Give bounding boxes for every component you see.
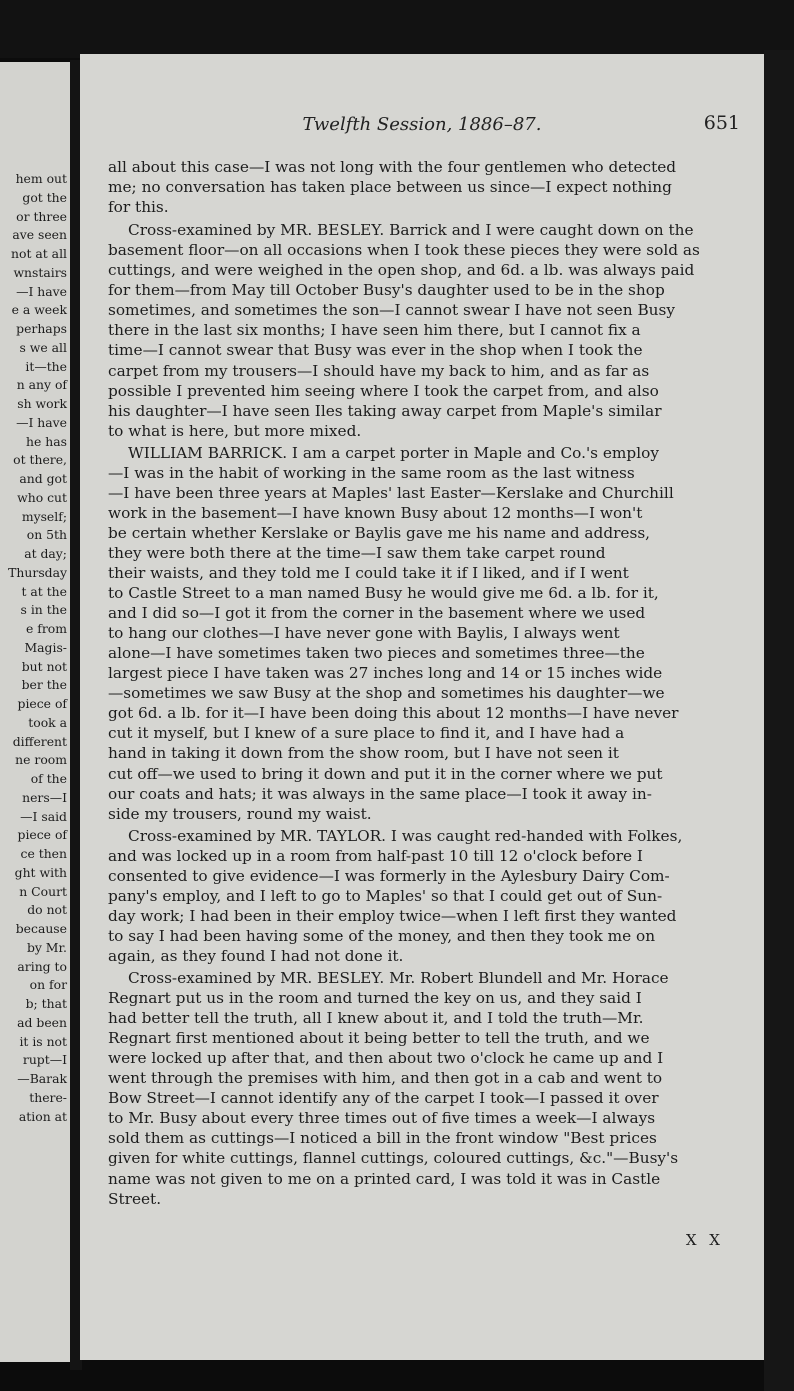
facing-page-line: took a (28, 714, 67, 730)
signature-mark: X X (685, 1231, 724, 1249)
facing-page-line: he has (26, 433, 67, 449)
facing-page-line: —Barak (17, 1071, 67, 1086)
text-line: cut it myself, but I knew of a sure place to find it, and I have had a (108, 724, 625, 743)
text-line: largest piece I have taken was 27 inches long and 14 or 15 inches wide (108, 664, 663, 683)
text-line: and was locked up in a room from half-past 10 till 12 o'clock before I (108, 846, 643, 865)
facing-page-line: b; that (25, 996, 67, 1011)
facing-page-line: of the (30, 771, 67, 786)
facing-page-line: there- (29, 1089, 67, 1105)
text-line: Cross-examined by MR. TAYLOR. I was caught red-handed with Folkes, (128, 826, 683, 845)
document-page (80, 54, 764, 1360)
facing-page-line: but not (21, 658, 67, 674)
facing-page-line: ad been (17, 1014, 67, 1030)
text-line: to hang our clothes—I have never gone with Baylis, I always went (108, 624, 620, 643)
text-line: side my trousers, round my waist. (108, 804, 372, 823)
text-line: were locked up after that, and then about two o'clock he came up and I (108, 1049, 664, 1068)
text-line: to what is here, but more mixed. (108, 421, 362, 440)
facing-page-line: wnstairs (13, 264, 67, 280)
facing-page-line: who cut (17, 489, 67, 505)
facing-page-line: piece of (17, 696, 67, 711)
text-line: sometimes, and sometimes the son—I cannot swear I have not seen Busy (108, 301, 676, 320)
scan-right-border (764, 50, 794, 1391)
text-line: Street. (108, 1189, 162, 1208)
facing-page-line: aring to (17, 958, 67, 974)
text-line: for them—from May till October Busy's daughter used to be in the shop (108, 281, 665, 300)
facing-page-line: Thursday (8, 564, 67, 580)
facing-page-line: and got (19, 471, 67, 486)
facing-page-line: e from (26, 621, 67, 636)
page-number: 651 (703, 112, 740, 134)
text-line: —I have been three years at Maples' last Easter—Kerslake and Churchill (108, 483, 674, 502)
facing-page-line: Magis- (24, 639, 67, 655)
text-line: they were both there at the time—I saw them take carpet round (108, 543, 606, 562)
text-line: all about this case—I was not long with the four gentlemen who detected (108, 158, 677, 176)
text-line: for this. (108, 198, 169, 217)
text-line: went through the premises with him, and then got in a cab and went to (108, 1069, 663, 1088)
facing-page-line: do not (27, 902, 67, 918)
text-line: sold them as cuttings—I noticed a bill in the front window "Best prices (108, 1129, 657, 1148)
text-line: —I was in the habit of working in the same room as the last witness (108, 463, 635, 482)
text-line: to say I had been having some of the money, and then they took me on (108, 926, 656, 945)
facing-page-line: hem out (15, 171, 67, 186)
text-line: basement floor—on all occasions when I took these pieces they were sold as (108, 241, 700, 260)
text-line: there in the last six months; I have seen him there, but I cannot fix a (108, 321, 641, 340)
text-line: Regnart put us in the room and turned the key on us, and they said I (108, 989, 642, 1008)
facing-page-line: ners—I (22, 789, 67, 805)
facing-page-line: —I have (16, 414, 67, 430)
facing-page-line: ght with (14, 864, 67, 880)
text-line: again, as they found I had not done it. (108, 946, 404, 965)
facing-page-line: rupt—I (22, 1052, 67, 1068)
text-line: name was not given to me on a printed card, I was told it was in Castle (108, 1169, 661, 1188)
facing-page-line: sh work (17, 396, 67, 411)
facing-page-line: piece of (17, 827, 67, 843)
facing-page-line: ber the (21, 677, 67, 693)
facing-page-line: ce then (20, 846, 67, 861)
text-line: —sometimes we saw Busy at the shop and sometimes his daughter—we (108, 684, 665, 703)
text-line: be certain whether Kerslake or Baylis gave me his name and address, (108, 523, 651, 542)
text-line: to Castle Street to a man named Busy he would give me 6d. a lb. for it, (108, 584, 659, 603)
facing-page-line: myself; (21, 508, 67, 524)
text-line: WILLIAM BARRICK. I am a carpet porter in Maple and Co.'s employ (128, 443, 659, 462)
facing-page-line: because (15, 921, 67, 936)
text-line: given for white cuttings, flannel cuttings, coloured cuttings, &c."—Busy's (108, 1149, 679, 1168)
text-line: hand in taking it down from the show room, but I have not seen it (108, 744, 619, 763)
text-line: his daughter—I have seen Iles taking away carpet from Maple's similar (108, 401, 662, 420)
facing-page-line: t at the (21, 583, 67, 599)
text-line: cut off—we used to bring it down and put it in the corner where we put (108, 764, 663, 783)
text-line: had better tell the truth, all I knew about it, and I told the truth—Mr. (108, 1009, 644, 1028)
text-line: Cross-examined by MR. BESLEY. Barrick and I were caught down on the (128, 221, 694, 240)
facing-page-line: ne room (15, 752, 67, 768)
facing-page-line: s we all (19, 339, 67, 355)
facing-page-line: n Court (19, 883, 67, 899)
facing-page-line: not at all (11, 246, 67, 261)
text-line: to Mr. Busy about every three times out of five times a week—I always (108, 1109, 656, 1128)
testimony-body (80, 54, 764, 1360)
text-line: Regnart first mentioned about it being better to tell the truth, and we (108, 1029, 650, 1048)
facing-page-line: at day; (24, 546, 67, 561)
facing-page-line: s in the (20, 602, 67, 618)
text-line: pany's employ, and I left to go to Maples' so that I could get out of Sun- (108, 886, 663, 905)
facing-page-line: got the (22, 189, 67, 205)
facing-page-line: on for (29, 977, 67, 993)
facing-page-line: n any of (16, 377, 67, 393)
text-line: time—I cannot swear that Busy was ever in the shop when I took the (108, 341, 643, 360)
text-line: Bow Street—I cannot identify any of the carpet I took—I passed it over (108, 1089, 659, 1108)
running-head: Twelfth Session, 1886–87. (302, 114, 542, 135)
facing-page-line: ot there, (13, 452, 67, 468)
text-line: alone—I have sometimes taken two pieces and sometimes three—the (108, 644, 645, 663)
text-line: and I did so—I got it from the corner in the basement where we used (108, 604, 646, 623)
facing-page-line: it is not (19, 1033, 67, 1049)
facing-page-line: —I said (20, 808, 67, 824)
facing-page-fragment (0, 62, 70, 1362)
text-line: cuttings, and were weighed in the open shop, and 6d. a lb. was always paid (108, 261, 695, 280)
text-line: Cross-examined by MR. BESLEY. Mr. Robert Blundell and Mr. Horace (128, 969, 669, 987)
facing-page-line: it—the (25, 358, 67, 374)
text-line: work in the basement—I have known Busy about 12 months—I won't (108, 503, 643, 522)
text-line: got 6d. a lb. for it—I have been doing this about 12 months—I have never (108, 704, 679, 723)
facing-page-line: or three (16, 208, 67, 224)
text-line: our coats and hats; it was always in the same place—I took it away in- (108, 784, 652, 803)
facing-page-line: ation at (18, 1108, 67, 1124)
text-line: day work; I had been in their employ twice—when I left first they wanted (108, 906, 677, 925)
facing-page-line: on 5th (26, 527, 67, 543)
facing-page-line: —I have (16, 283, 67, 299)
facing-page-line: e a week (11, 302, 67, 318)
text-line: consented to give evidence—I was formerly in the Aylesbury Dairy Com- (108, 866, 670, 885)
text-line: possible I prevented him seeing where I took the carpet from, and also (108, 381, 659, 400)
facing-page-line: by Mr. (26, 939, 67, 955)
facing-page-line: perhaps (16, 321, 67, 336)
text-line: their waists, and they told me I could take it if I liked, and if I went (108, 564, 629, 582)
scan-top-border (0, 0, 794, 58)
text-line: me; no conversation has taken place between us since—I expect nothing (108, 178, 672, 197)
facing-page-line: ave seen (12, 227, 67, 243)
facing-page-line: different (12, 733, 67, 749)
text-line: carpet from my trousers—I should have my back to him, and as far as (108, 361, 650, 380)
